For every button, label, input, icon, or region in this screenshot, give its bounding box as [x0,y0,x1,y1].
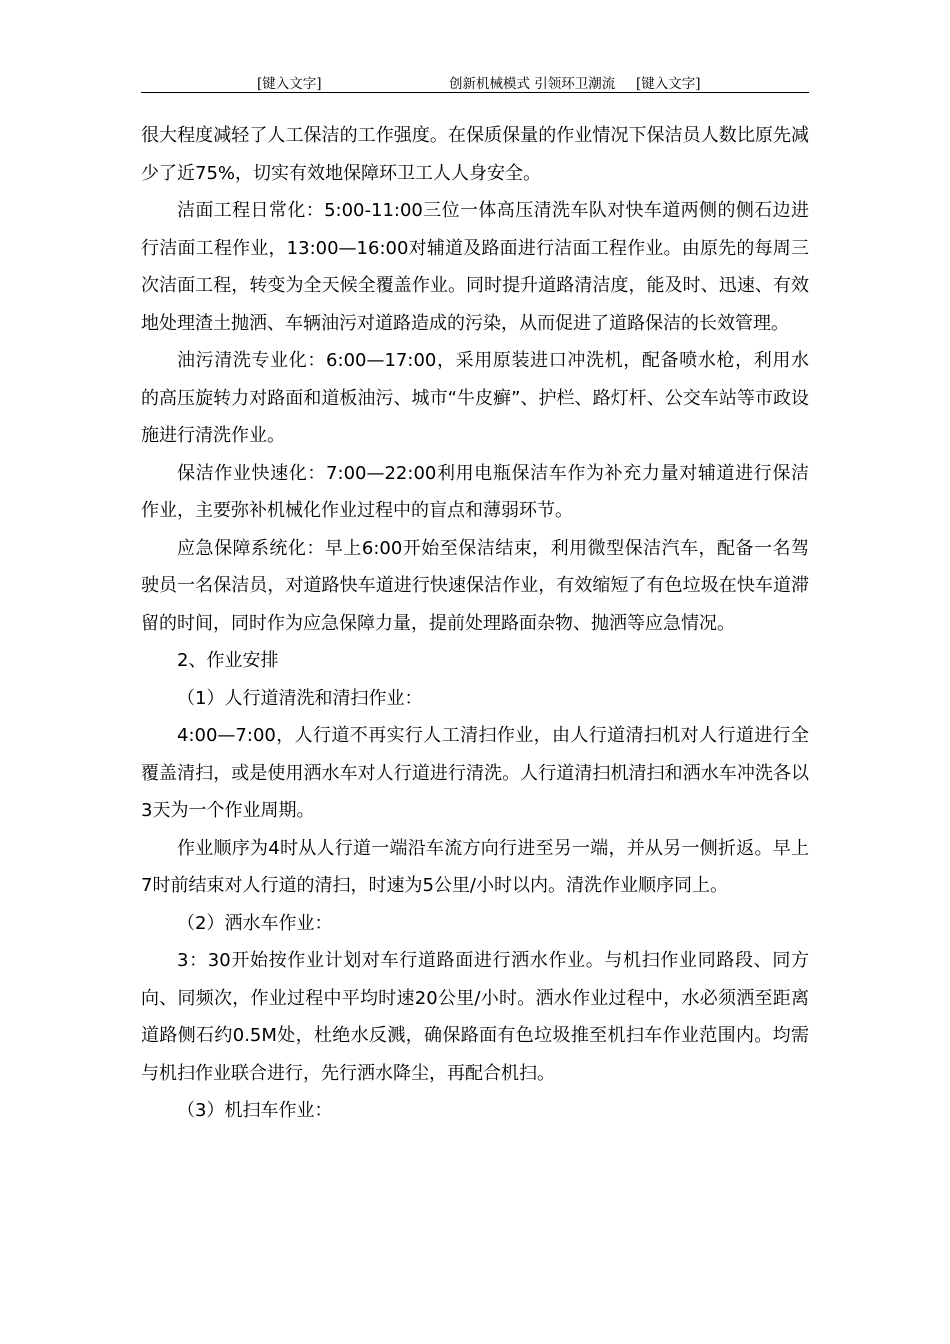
paragraph-sidewalk-schedule: 4:00—7:00，人行道不再实行人工清扫作业，由人行道清扫机对人行道进行全覆盖清扫，或是使用洒水车对人行道进行清洗。人行道清扫机清扫和洒水车冲洗各以3天为一个作业周期。 [141,725,809,821]
page-header [141,70,809,93]
paragraph-continuation: 很大程度减轻了人工保洁的工作强度。在保质保量的作业情况下保洁员人数比原先减少了近75%，切实有效地保障环卫工人人身安全。 [141,125,809,184]
paragraph-emergency: 应急保障系统化：早上6:00开始至保洁结束，利用微型保洁汽车，配备一名驾驶员一名保洁员，对道路快车道进行快速保洁作业，有效缩短了有色垃圾在快车道滞留的时间，同时作为应急保障力量，提前处理路面杂物、抛洒等应急情况。 [141,537,809,634]
section-heading-arrangement: 2、作业安排 [177,650,279,671]
paragraph-sprinkler: 3：30开始按作业计划对车行道路面进行洒水作业。与机扫作业同路段、同方向、同频次，作业过程中平均时速20公里/小时。洒水作业过程中，水必须洒至距离道路侧石约0.5M处，杜绝水反溅，确保路面有色垃圾推至机扫车作业范围内。均需与机扫作业联合进行，先行洒水降尘，再配合机扫。 [141,950,809,1084]
paragraph-sidewalk-order: 作业顺序为4时从人行道一端沿车流方向行进至另一端，并从另一侧折返。早上7时前结束对人行道的清扫，时速为5公里/小时以内。清洗作业顺序同上。 [141,837,809,896]
header-left-text: [键入文字] [257,76,322,92]
header-right-text: [键入文字] [636,76,701,92]
paragraph-cleaning-routine: 洁面工程日常化：5:00-11:00三位一体高压清洗车队对快车道两侧的侧石边进行洁面工程作业，13:00—16:00对辅道及路面进行洁面工程作业。由原先的每周三次洁面工程，转变为全天候全覆盖作业。同时提升道路清洁度，能及时、迅速、有效地处理渣土抛洒、车辆油污对道路造成的污染，从而促进了道路保洁的长效管理。 [141,200,809,334]
subheading-sprinkler: （2）洒水车作业： [177,912,333,934]
header-center-text: 创新机械模式 引领环卫潮流 [449,76,616,92]
subheading-sweeper: （3）机扫车作业： [177,1100,333,1121]
document-body [141,117,809,1130]
paragraph-oil-cleaning: 油污清洗专业化：6:00—17:00，采用原装进口冲洗机，配备喷水枪，利用水的高压旋转力对路面和道板油污、城市“牛皮癣”、护栏、路灯杆、公交车站等市政设施进行清洗作业。 [141,350,809,446]
subheading-sidewalk: （1）人行道清洗和清扫作业： [177,687,423,709]
paragraph-fast-cleaning: 保洁作业快速化：7:00—22:00利用电瓶保洁车作为补充力量对辅道进行保洁作业，主要弥补机械化作业过程中的盲点和薄弱环节。 [141,462,809,521]
